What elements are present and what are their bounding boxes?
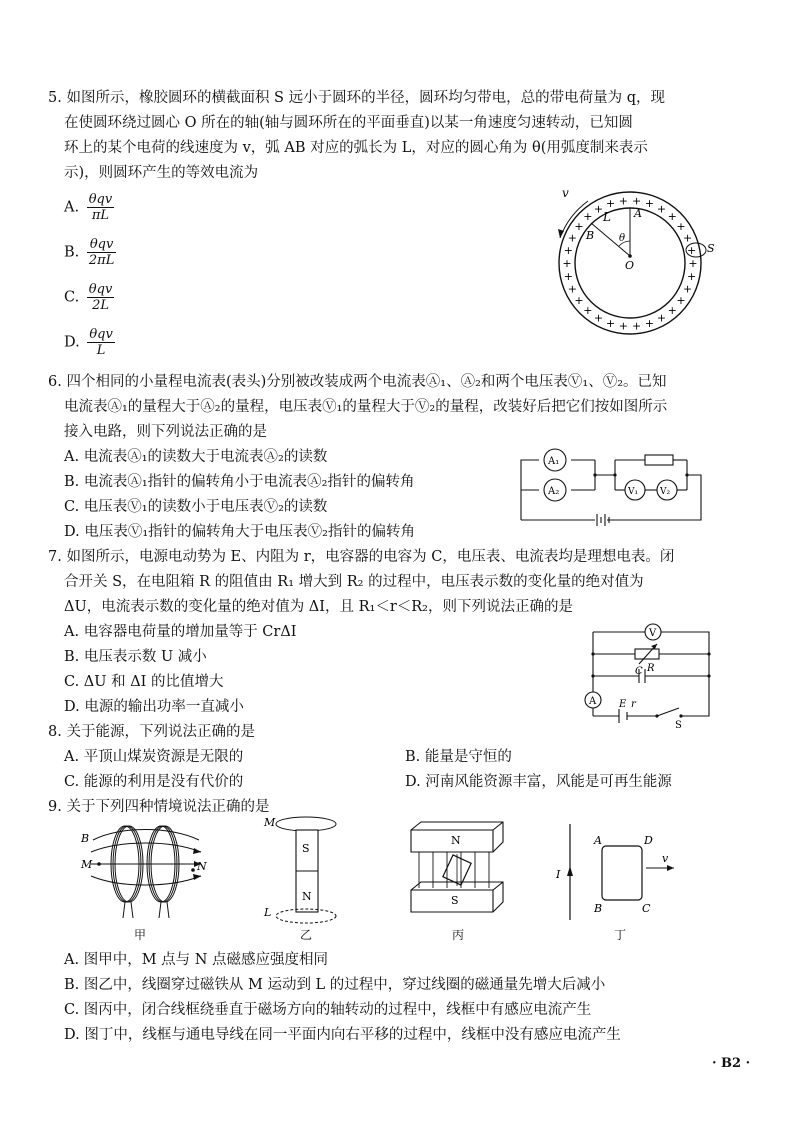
- resistance-box-r: [635, 649, 659, 659]
- label-v: V: [649, 628, 657, 639]
- label-o: O: [625, 259, 635, 272]
- plus-charge: +: [631, 319, 642, 333]
- q5-line-4: 示)，则圆环产生的等效电流为: [64, 165, 259, 181]
- q9-caption-bing: 丙: [452, 928, 465, 942]
- q8-title: 8. 关于能源，下列说法正确的是: [48, 724, 255, 740]
- q7-line-2: 合开关 S，在电阻箱 R 的阻值由 R₁ 增大到 R₂ 的过程中，电压表示数的变化量的绝对值为: [64, 574, 644, 590]
- q5-option-d-label: D.: [64, 334, 80, 351]
- q5-option-d[interactable]: [64, 327, 115, 358]
- q5-option-d-den: L: [96, 343, 106, 358]
- plus-charge: +: [656, 202, 667, 216]
- label-v: v: [662, 852, 669, 865]
- plus-charge: +: [644, 316, 655, 330]
- plus-charge: +: [574, 220, 584, 233]
- plus-charge: +: [618, 319, 629, 333]
- q5-option-b-num: θqv: [87, 237, 116, 253]
- label-theta: θ: [619, 233, 626, 244]
- q6-circuit-figure: [515, 440, 710, 535]
- q9-option-c[interactable]: C. 图丙中，闭合线框绕垂直于磁场方向的轴转动的过程中，线框中有感应电流产生: [64, 1002, 592, 1018]
- label-a: A: [634, 207, 642, 220]
- q5-option-b-label: B.: [64, 244, 80, 261]
- q8-option-a[interactable]: A. 平顶山煤炭资源是无限的: [64, 749, 244, 765]
- plus-charge: +: [593, 202, 604, 216]
- label-b: B: [586, 229, 595, 242]
- plus-charge: +: [563, 270, 574, 284]
- label-n: N: [197, 860, 207, 873]
- label-c: C: [635, 666, 643, 677]
- q5-option-a-label: A.: [64, 199, 80, 216]
- plus-charge: +: [567, 282, 578, 296]
- plus-charge: +: [676, 294, 686, 307]
- resistor: [645, 455, 673, 465]
- label-a: A: [589, 696, 597, 707]
- q8-option-d[interactable]: D. 河南风能资源丰富，风能是可再生能源: [405, 774, 672, 790]
- label-s: S: [302, 842, 310, 855]
- q6-option-d[interactable]: D. 电压表Ⓥ₁指针的偏转角大于电压表Ⓥ₂指针的偏转角: [64, 524, 415, 540]
- q5-option-c[interactable]: [64, 282, 114, 313]
- switch-s: [657, 708, 679, 716]
- q5-option-d-num: θqv: [89, 327, 113, 342]
- q5-line-2: 在使圆环绕过圆心 O 所在的轴(轴与圆环所在的平面垂直)以某一角速度匀速转动，已知圆: [64, 115, 633, 131]
- q5-option-a[interactable]: [64, 192, 114, 223]
- label-m: M: [264, 816, 276, 829]
- plus-charge: +: [574, 294, 584, 307]
- q9-figure-bing: [405, 818, 510, 923]
- label-n: N: [451, 834, 461, 847]
- label-v1: V₁: [628, 487, 639, 497]
- q5-line-1: 5. 如图所示，橡胶圆环的横截面积 S 远小于圆环的半径，圆环均匀带电，总的带电荷量为 q，现: [48, 90, 665, 106]
- label-e: E: [619, 699, 627, 710]
- label-l: L: [603, 210, 611, 224]
- q5-option-b[interactable]: [64, 237, 116, 268]
- q7-option-d[interactable]: D. 电源的输出功率一直减小: [64, 699, 244, 715]
- plus-charge: +: [686, 243, 697, 257]
- q5-option-a-num: θqv: [88, 192, 113, 207]
- label-s: S: [675, 720, 682, 730]
- label-b: B: [81, 832, 90, 845]
- plus-charge: +: [682, 231, 693, 245]
- plus-charge: +: [631, 194, 642, 208]
- plus-charge: +: [667, 210, 677, 224]
- q9-figure-jia: [75, 818, 210, 923]
- wire-frame: [602, 846, 642, 900]
- label-l: L: [264, 906, 272, 919]
- q7-option-b[interactable]: B. 电压表示数 U 减小: [64, 649, 207, 665]
- label-s: S: [707, 242, 715, 255]
- q6-line-3: 接入电路，则下列说法正确的是: [64, 424, 267, 440]
- q6-line-2: 电流表Ⓐ₁的量程大于Ⓐ₂的量程，电压表Ⓥ₁的量程大于Ⓥ₂的量程，改装好后把它们按如图所示: [64, 399, 668, 415]
- q8-option-b[interactable]: B. 能量是守恒的: [405, 749, 512, 765]
- label-m: M: [81, 858, 93, 871]
- q8-option-c[interactable]: C. 能源的利用是没有代价的: [64, 774, 244, 790]
- label-b: B: [594, 902, 603, 915]
- plus-charge: +: [605, 197, 616, 211]
- label-r: R: [647, 663, 655, 674]
- q9-caption-yi: 乙: [300, 928, 313, 942]
- q7-line-1: 7. 如图所示，电源电动势为 E、内阻为 r，电容器的电容为 C，电压表、电流表均是理想电表。闭: [48, 549, 675, 565]
- plus-charge: +: [562, 257, 572, 270]
- plus-charge: +: [686, 270, 697, 284]
- plus-charge: +: [644, 197, 655, 211]
- q6-option-a[interactable]: A. 电流表Ⓐ₁的读数大于电流表Ⓐ₂的读数: [64, 449, 328, 465]
- q9-caption-ding: 丁: [614, 928, 627, 942]
- label-r-internal: r: [631, 699, 636, 710]
- q6-option-c[interactable]: C. 电压表Ⓥ₁的读数小于电压表Ⓥ₂的读数: [64, 499, 328, 515]
- label-a: A: [594, 834, 602, 847]
- q9-option-b[interactable]: B. 图乙中，线圈穿过磁铁从 M 运动到 L 的过程中，穿过线圈的磁通量先增大后减小: [64, 977, 606, 993]
- q7-option-a[interactable]: A. 电容器电荷量的增加量等于 CrΔI: [64, 624, 297, 640]
- label-i: I: [556, 868, 561, 881]
- label-v: v: [562, 186, 569, 200]
- plus-charge: +: [605, 316, 616, 330]
- q7-line-3: ΔU，电流表示数的变化量的绝对值为 ΔI，且 R₁＜r＜R₂，则下列说法正确的是: [64, 599, 573, 615]
- q9-figure-yi: [262, 812, 352, 927]
- label-a2: A₂: [548, 486, 560, 497]
- label-c: C: [642, 902, 651, 915]
- q5-option-a-den: πL: [91, 208, 110, 223]
- q5-option-c-num: θqv: [88, 282, 113, 297]
- q5-option-b-den: 2πL: [88, 253, 115, 268]
- plus-charge: +: [688, 257, 698, 270]
- label-d: D: [644, 834, 653, 847]
- q7-circuit-figure: [575, 618, 715, 730]
- label-v2: V₂: [660, 487, 671, 497]
- page-number: · B2 ·: [712, 1056, 751, 1071]
- q5-line-3: 环上的某个电荷的线速度为 v，弧 AB 对应的弧长为 L，对应的圆心角为 θ(用弧度制来表示: [64, 140, 648, 156]
- q7-option-c[interactable]: C. ΔU 和 ΔI 的比值增大: [64, 674, 224, 690]
- label-a1: A₁: [548, 456, 560, 467]
- plus-charge: +: [667, 303, 677, 317]
- q9-figure-ding: [550, 822, 680, 922]
- plus-charge: +: [618, 194, 629, 208]
- q5-ring-figure: [548, 183, 723, 343]
- q9-caption-jia: 甲: [134, 928, 147, 942]
- q5-option-c-den: 2L: [92, 298, 109, 313]
- q5-option-c-label: C.: [64, 289, 80, 306]
- plus-charge: +: [656, 311, 667, 325]
- plus-charge: +: [583, 303, 593, 317]
- q6-line-1: 6. 四个相同的小量程电流表(表头)分别被改装成两个电流表Ⓐ₁、Ⓐ₂和两个电压表Ⓥ₁、Ⓥ₂。已知: [48, 374, 667, 390]
- coil-top-m: [276, 817, 336, 831]
- plus-charge: +: [682, 282, 693, 296]
- plus-charge: +: [563, 243, 574, 257]
- plus-charge: +: [567, 231, 578, 245]
- q9-option-d[interactable]: D. 图丁中，线框与通电导线在同一平面内向右平移的过程中，线框中没有感应电流产生: [64, 1027, 621, 1043]
- q9-title: 9. 关于下列四种情境说法正确的是: [48, 799, 270, 815]
- label-n: N: [302, 890, 312, 903]
- q9-option-a[interactable]: A. 图甲中，M 点与 N 点磁感应强度相同: [64, 952, 329, 968]
- label-s: S: [451, 894, 459, 907]
- q6-option-b[interactable]: B. 电流表Ⓐ₁指针的偏转角小于电流表Ⓐ₂指针的偏转角: [64, 474, 415, 490]
- plus-charge: +: [676, 220, 686, 233]
- plus-charge: +: [593, 311, 604, 325]
- plus-charge: +: [583, 210, 593, 224]
